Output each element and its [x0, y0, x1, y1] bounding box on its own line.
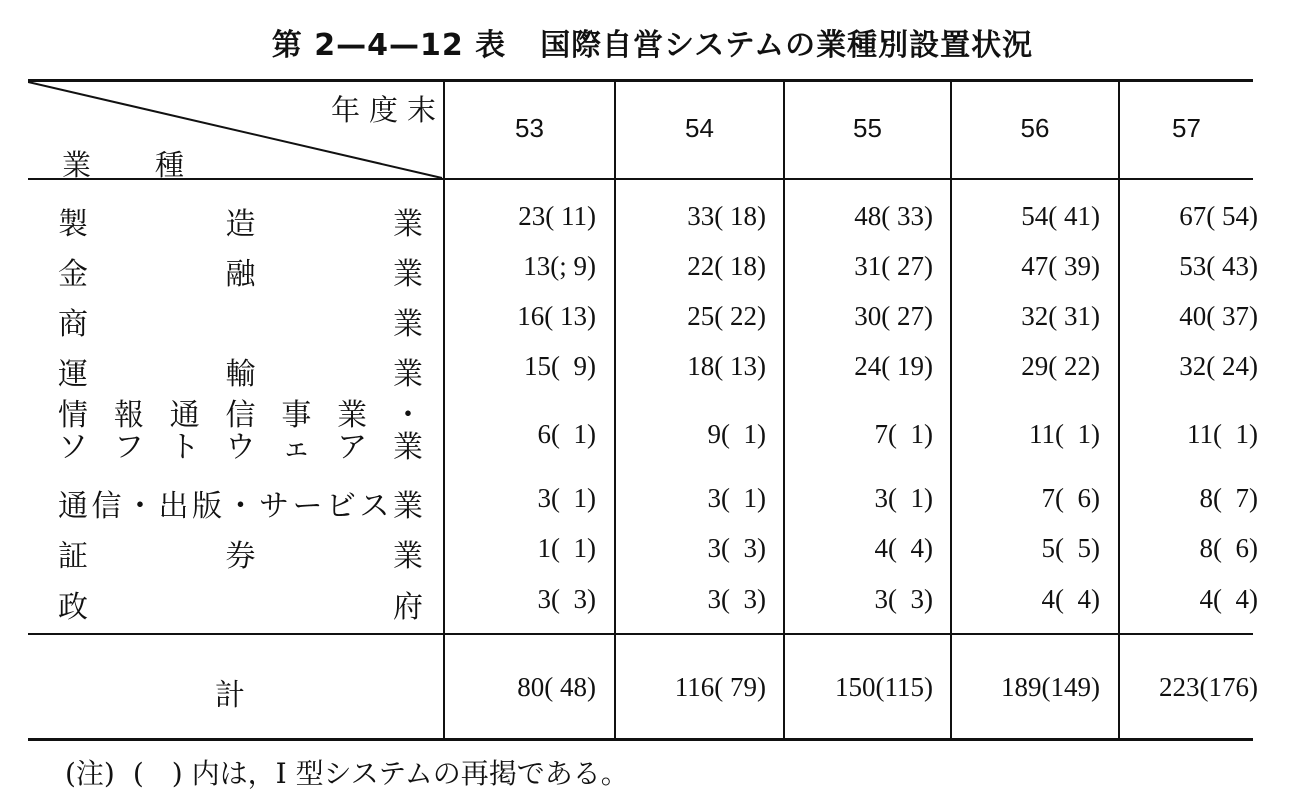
table-cell: 3( 1): [707, 483, 766, 513]
label-char: 通: [169, 398, 200, 433]
label-char: 輸: [225, 357, 256, 392]
table-cell: 11( 1): [1029, 419, 1100, 449]
footnote: [65, 752, 647, 792]
row-label-line: [58, 400, 423, 432]
table-cell: 7( 6): [1041, 483, 1100, 513]
label-char: サ: [259, 489, 289, 524]
label-char: 業: [393, 307, 423, 342]
label-char: フ: [113, 430, 144, 465]
row-label: [58, 582, 423, 626]
table-cell: 18( 13): [687, 351, 766, 381]
table-cell: 15( 9): [524, 351, 596, 381]
table-cell: 24( 19): [854, 351, 933, 381]
label-char: ト: [169, 430, 200, 465]
total-cell: 150(115): [835, 672, 933, 702]
label-char: 業: [393, 357, 423, 392]
table-cell: 48( 33): [854, 201, 933, 231]
year-header-label: 年度末: [330, 93, 445, 127]
label-char: ソ: [58, 430, 88, 465]
table-cell: 33( 18): [687, 201, 766, 231]
label-char: ・: [125, 489, 155, 524]
row-label-line: [58, 432, 423, 464]
table-cell: 9( 1): [707, 419, 766, 449]
label-char: 版: [192, 489, 222, 524]
year-header: 53: [515, 113, 544, 143]
row-label: [58, 400, 423, 464]
label-char: 事: [281, 398, 312, 433]
label-char: ・: [225, 489, 256, 524]
column-divider: [614, 80, 616, 739]
table-cell: 30( 27): [854, 301, 933, 331]
label-char: ー: [292, 489, 323, 524]
label-char: 報: [113, 398, 144, 433]
row-label: [58, 349, 423, 393]
column-divider: [1118, 80, 1120, 739]
table-cell: 32( 24): [1179, 351, 1258, 381]
year-header: 57: [1172, 113, 1201, 143]
label-char: 信: [225, 398, 256, 433]
row-label: [58, 481, 423, 525]
row-label-text: [58, 299, 423, 343]
row-label: [58, 299, 423, 343]
year-header: 54: [685, 113, 714, 143]
table-cell: 53( 43): [1179, 251, 1258, 281]
table-cell: 22( 18): [687, 251, 766, 281]
label-char: 出: [158, 489, 189, 524]
total-cell: 116( 79): [674, 672, 766, 702]
industry-header-text: 業種: [62, 148, 249, 182]
label-char: 金: [58, 257, 88, 292]
table-cell: 4( 4): [1041, 584, 1100, 614]
label-char: ス: [359, 489, 390, 524]
table-cell: 31( 27): [854, 251, 933, 281]
total-label: 計: [215, 678, 245, 713]
table-cell: 13(; 9): [523, 251, 596, 281]
label-char: 業: [393, 257, 423, 292]
total-cell: 80( 48): [517, 672, 596, 702]
label-char: 証: [58, 539, 88, 574]
table-number: 第 2—4—12 表: [271, 28, 507, 63]
row-label-text: [58, 531, 423, 575]
row-label-text: [58, 249, 423, 293]
table-cell: 3( 3): [874, 584, 933, 614]
row-label: [58, 249, 423, 293]
row-label-text: [58, 481, 423, 525]
footnote-text: ( ) 内は，I 型システムの再掲である。: [132, 757, 629, 790]
bottom-rule: [28, 738, 1253, 741]
row-label-text: [58, 199, 423, 243]
year-header: 55: [853, 113, 882, 143]
label-char: ビ: [326, 489, 356, 524]
label-char: 商: [58, 307, 88, 342]
table-cell: 3( 1): [537, 483, 596, 513]
year-header: 56: [1020, 113, 1050, 143]
label-char: ・: [392, 398, 423, 433]
label-char: 融: [225, 257, 256, 292]
row-label-text: [58, 582, 423, 626]
table-cell: 3( 3): [707, 533, 766, 563]
label-char: 通: [58, 489, 88, 524]
label-char: 券: [225, 539, 256, 574]
column-divider: [783, 80, 785, 739]
label-char: 運: [58, 357, 88, 392]
row-label-text: [58, 349, 423, 393]
table-cell: 8( 6): [1199, 533, 1258, 563]
table-cell: 3( 1): [874, 483, 933, 513]
table-cell: 7( 1): [874, 419, 933, 449]
table-cell: 4( 4): [874, 533, 933, 563]
label-char: 業: [393, 489, 423, 524]
table-cell: 47( 39): [1021, 251, 1100, 281]
table-cell: 32( 31): [1021, 301, 1100, 331]
table-cell: 25( 22): [687, 301, 766, 331]
table-cell: 5( 5): [1041, 533, 1100, 563]
table-cell: 3( 3): [537, 584, 596, 614]
label-char: 情: [58, 398, 88, 433]
label-char: 業: [393, 539, 423, 574]
column-divider: [950, 80, 952, 739]
table-title-text: 国際自営システムの業種別設置状況: [540, 28, 1034, 63]
label-char: 業: [393, 207, 423, 242]
total-rule: [28, 633, 1253, 635]
row-label: [58, 531, 423, 575]
label-char: 製: [58, 207, 88, 242]
table-cell: 6( 1): [537, 419, 596, 449]
table-cell: 40( 37): [1179, 301, 1258, 331]
label-char: 府: [393, 590, 423, 625]
label-char: 政: [58, 590, 88, 625]
industry-header-label: [62, 143, 248, 184]
total-cell: 223(176): [1159, 672, 1258, 702]
table-cell: 4( 4): [1199, 584, 1258, 614]
total-cell: 189(149): [1001, 672, 1100, 702]
table-cell: 67( 54): [1179, 201, 1258, 231]
footnote-prefix: (注): [65, 757, 115, 790]
table-cell: 1( 1): [537, 533, 596, 563]
label-char: 業: [392, 430, 423, 465]
table-cell: 3( 3): [707, 584, 766, 614]
label-char: 信: [91, 489, 122, 524]
row-label: [58, 199, 423, 243]
table-cell: 11( 1): [1187, 419, 1258, 449]
label-char: 業: [337, 398, 368, 433]
label-char: ウ: [225, 430, 256, 465]
table-cell: 54( 41): [1021, 201, 1100, 231]
label-char: 造: [225, 207, 256, 242]
table-title: [0, 20, 1305, 64]
label-char: ア: [337, 430, 368, 465]
table-cell: 8( 7): [1199, 483, 1258, 513]
label-char: ェ: [281, 430, 312, 465]
table-cell: 29( 22): [1021, 351, 1100, 381]
table-cell: 23( 11): [518, 201, 596, 231]
table-cell: 16( 13): [517, 301, 596, 331]
